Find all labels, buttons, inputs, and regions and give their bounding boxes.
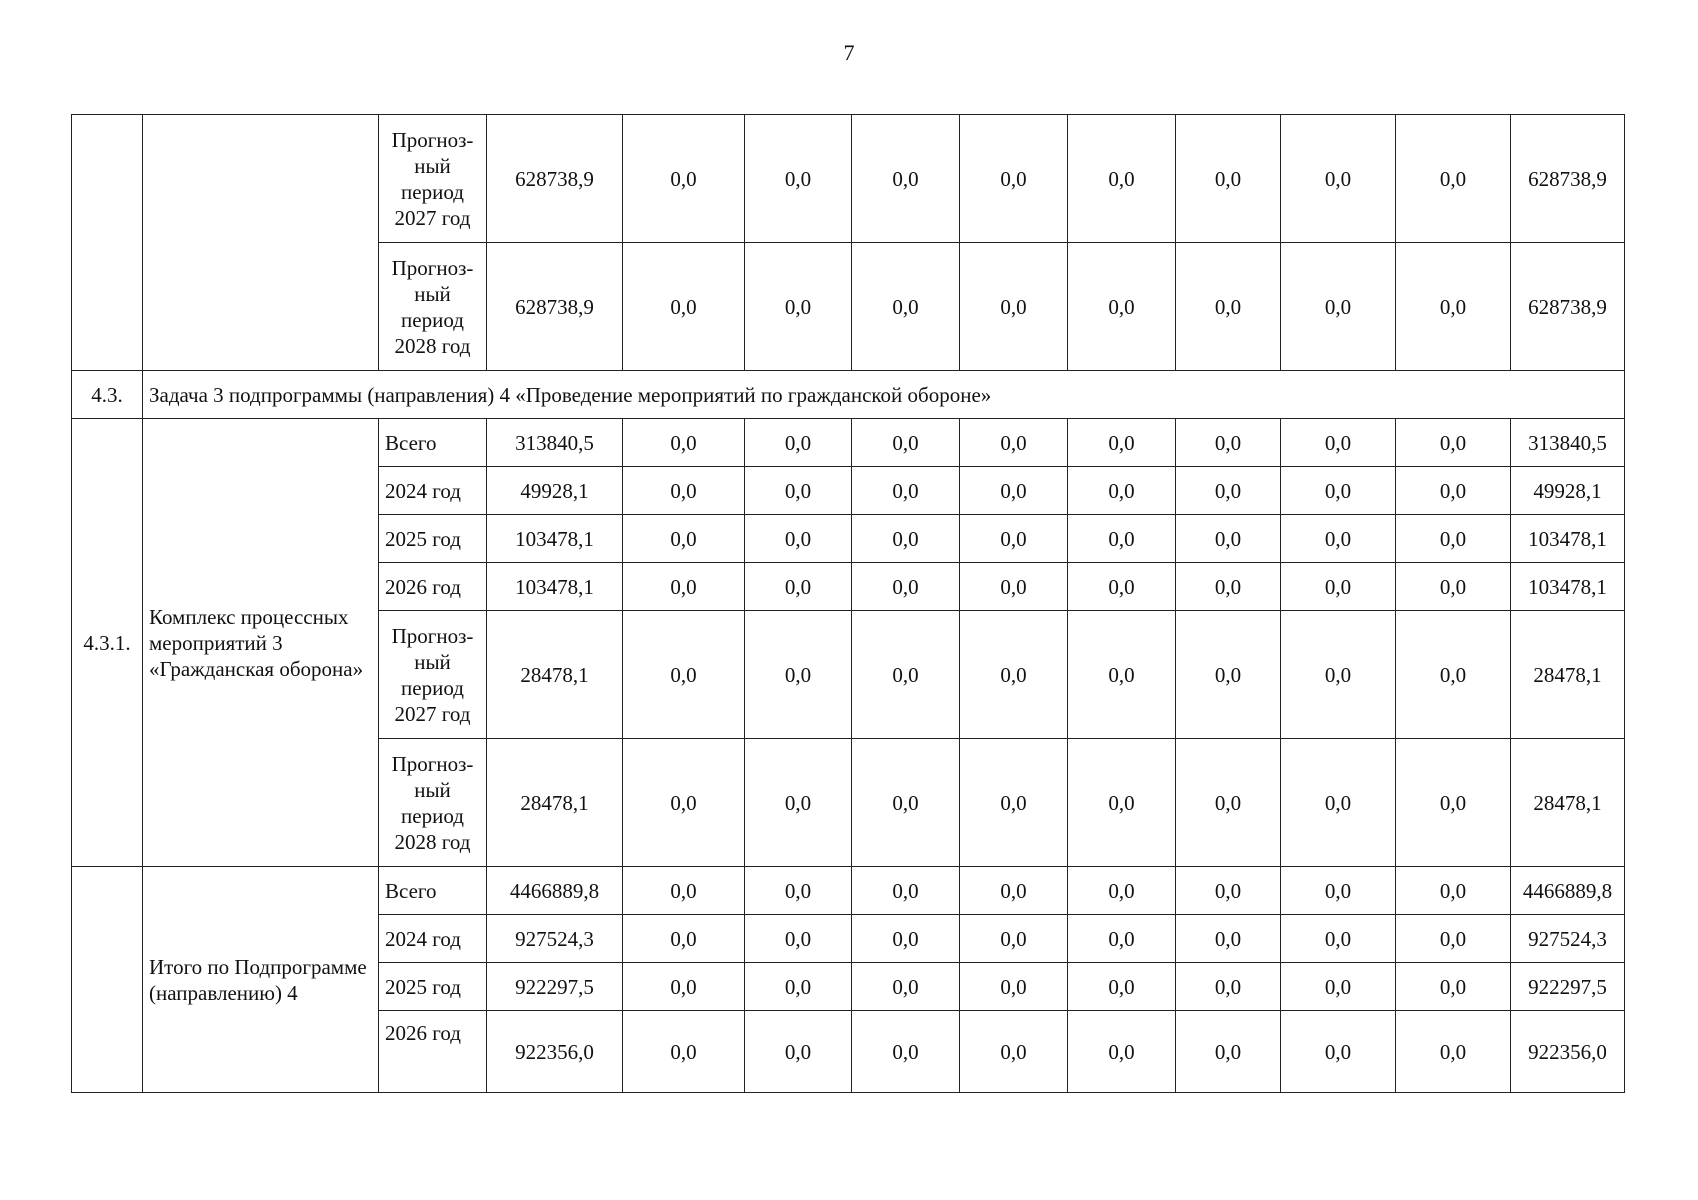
value-cell: 0,0 [852, 915, 960, 963]
value-cell: 0,0 [1068, 419, 1176, 467]
value-cell: 0,0 [1068, 115, 1176, 243]
value-cell: 628738,9 [1511, 115, 1625, 243]
value-cell: 0,0 [852, 867, 960, 915]
value-cell: 0,0 [1281, 515, 1396, 563]
value-cell: 0,0 [1281, 243, 1396, 371]
value-cell: 0,0 [623, 1011, 745, 1093]
value-cell: 0,0 [623, 563, 745, 611]
value-cell: 0,0 [623, 963, 745, 1011]
value-cell: 0,0 [745, 243, 852, 371]
value-cell: 0,0 [1068, 563, 1176, 611]
value-cell: 28478,1 [1511, 739, 1625, 867]
row-name-cell: Итого по Подпрограмме (направлению) 4 [143, 867, 379, 1093]
value-cell: 628738,9 [487, 243, 623, 371]
value-cell: 0,0 [1281, 867, 1396, 915]
value-cell: 0,0 [623, 419, 745, 467]
value-cell: 0,0 [745, 611, 852, 739]
value-cell: 0,0 [960, 243, 1068, 371]
value-cell: 0,0 [1068, 915, 1176, 963]
table-row [72, 419, 1625, 467]
value-cell: 0,0 [1396, 419, 1511, 467]
value-cell: 0,0 [623, 867, 745, 915]
value-cell: 0,0 [623, 739, 745, 867]
value-cell: 0,0 [960, 115, 1068, 243]
value-cell: 0,0 [1068, 963, 1176, 1011]
value-cell: 0,0 [960, 963, 1068, 1011]
value-cell: 0,0 [1068, 1011, 1176, 1093]
value-cell: 0,0 [623, 115, 745, 243]
period-cell: 2024 год [379, 915, 487, 963]
period-cell: 2026 год [379, 563, 487, 611]
value-cell: 0,0 [960, 467, 1068, 515]
value-cell: 0,0 [1396, 915, 1511, 963]
table-row [72, 115, 1625, 243]
value-cell: 0,0 [1281, 419, 1396, 467]
value-cell: 0,0 [1281, 563, 1396, 611]
value-cell: 0,0 [960, 419, 1068, 467]
row-name-cell: Комплекс процессных мероприятий 3 «Гражданская оборона» [143, 419, 379, 867]
value-cell: 0,0 [745, 867, 852, 915]
value-cell: 0,0 [623, 515, 745, 563]
value-cell: 0,0 [852, 515, 960, 563]
value-cell: 0,0 [1396, 1011, 1511, 1093]
value-cell: 0,0 [623, 243, 745, 371]
value-cell: 0,0 [1176, 867, 1281, 915]
value-cell: 922356,0 [1511, 1011, 1625, 1093]
period-cell: 2025 год [379, 963, 487, 1011]
period-cell: Всего [379, 867, 487, 915]
value-cell: 0,0 [1396, 963, 1511, 1011]
value-cell: 0,0 [623, 611, 745, 739]
value-cell: 0,0 [745, 115, 852, 243]
value-cell: 0,0 [745, 739, 852, 867]
value-cell: 0,0 [1068, 611, 1176, 739]
value-cell: 0,0 [1176, 419, 1281, 467]
value-cell: 0,0 [1176, 963, 1281, 1011]
value-cell: 0,0 [1281, 467, 1396, 515]
value-cell: 628738,9 [487, 115, 623, 243]
value-cell: 103478,1 [487, 515, 623, 563]
value-cell: 0,0 [852, 467, 960, 515]
value-cell: 0,0 [1281, 1011, 1396, 1093]
value-cell: 0,0 [1281, 739, 1396, 867]
value-cell: 0,0 [1176, 243, 1281, 371]
value-cell: 0,0 [1281, 963, 1396, 1011]
row-code-cell [72, 867, 143, 1093]
value-cell: 0,0 [1176, 611, 1281, 739]
value-cell: 0,0 [623, 467, 745, 515]
value-cell: 0,0 [1396, 611, 1511, 739]
value-cell: 0,0 [1396, 243, 1511, 371]
value-cell: 49928,1 [487, 467, 623, 515]
value-cell: 0,0 [1068, 739, 1176, 867]
value-cell: 49928,1 [1511, 467, 1625, 515]
period-cell: 2024 год [379, 467, 487, 515]
value-cell: 0,0 [852, 739, 960, 867]
period-cell: 2026 год [379, 1011, 487, 1093]
value-cell: 0,0 [745, 467, 852, 515]
value-cell: 28478,1 [487, 739, 623, 867]
value-cell: 103478,1 [487, 563, 623, 611]
value-cell: 0,0 [745, 1011, 852, 1093]
value-cell: 28478,1 [487, 611, 623, 739]
value-cell: 0,0 [1176, 739, 1281, 867]
value-cell: 0,0 [1068, 467, 1176, 515]
value-cell: 0,0 [852, 563, 960, 611]
value-cell: 0,0 [1176, 115, 1281, 243]
period-cell: 2025 год [379, 515, 487, 563]
row-code-cell: 4.3.1. [72, 419, 143, 867]
value-cell: 0,0 [960, 611, 1068, 739]
row-name-cell [143, 115, 379, 371]
value-cell: 4466889,8 [487, 867, 623, 915]
period-cell: Прогноз-ный период 2028 год [379, 243, 487, 371]
value-cell: 0,0 [1396, 867, 1511, 915]
task-code: 4.3. [72, 371, 143, 419]
value-cell: 922356,0 [487, 1011, 623, 1093]
value-cell: 0,0 [1281, 611, 1396, 739]
value-cell: 0,0 [960, 739, 1068, 867]
value-cell: 0,0 [745, 515, 852, 563]
value-cell: 0,0 [852, 611, 960, 739]
value-cell: 0,0 [960, 515, 1068, 563]
value-cell: 0,0 [1176, 467, 1281, 515]
value-cell: 0,0 [745, 563, 852, 611]
value-cell: 0,0 [960, 915, 1068, 963]
value-cell: 0,0 [1176, 515, 1281, 563]
value-cell: 927524,3 [487, 915, 623, 963]
period-cell: Прогноз-ный период 2027 год [379, 115, 487, 243]
value-cell: 0,0 [852, 115, 960, 243]
row-code-cell [72, 115, 143, 371]
value-cell: 927524,3 [1511, 915, 1625, 963]
value-cell: 0,0 [1396, 563, 1511, 611]
value-cell: 922297,5 [1511, 963, 1625, 1011]
value-cell: 0,0 [1396, 467, 1511, 515]
value-cell: 4466889,8 [1511, 867, 1625, 915]
value-cell: 28478,1 [1511, 611, 1625, 739]
value-cell: 0,0 [623, 915, 745, 963]
value-cell: 0,0 [1281, 915, 1396, 963]
value-cell: 0,0 [1176, 563, 1281, 611]
value-cell: 0,0 [852, 963, 960, 1011]
value-cell: 0,0 [1281, 115, 1396, 243]
budget-table [71, 114, 1625, 1093]
value-cell: 0,0 [1176, 1011, 1281, 1093]
value-cell: 313840,5 [487, 419, 623, 467]
period-cell: Прогноз-ный период 2027 год [379, 611, 487, 739]
value-cell: 313840,5 [1511, 419, 1625, 467]
value-cell: 0,0 [852, 419, 960, 467]
value-cell: 0,0 [1176, 915, 1281, 963]
value-cell: 0,0 [960, 1011, 1068, 1093]
value-cell: 0,0 [745, 963, 852, 1011]
value-cell: 0,0 [745, 915, 852, 963]
value-cell: 0,0 [1396, 739, 1511, 867]
value-cell: 0,0 [960, 563, 1068, 611]
value-cell: 0,0 [852, 1011, 960, 1093]
value-cell: 0,0 [745, 419, 852, 467]
value-cell: 103478,1 [1511, 515, 1625, 563]
period-cell: Всего [379, 419, 487, 467]
value-cell: 0,0 [1068, 867, 1176, 915]
value-cell: 0,0 [1068, 515, 1176, 563]
value-cell: 628738,9 [1511, 243, 1625, 371]
value-cell: 0,0 [1068, 243, 1176, 371]
task-row [72, 371, 1625, 419]
value-cell: 0,0 [852, 243, 960, 371]
value-cell: 103478,1 [1511, 563, 1625, 611]
task-title: Задача 3 подпрограммы (направления) 4 «Проведение мероприятий по гражданской обороне» [143, 371, 1625, 419]
value-cell: 0,0 [960, 867, 1068, 915]
value-cell: 0,0 [1396, 515, 1511, 563]
table-row [72, 867, 1625, 915]
value-cell: 0,0 [1396, 115, 1511, 243]
value-cell: 922297,5 [487, 963, 623, 1011]
page-number: 7 [843, 40, 855, 65]
period-cell: Прогноз-ный период 2028 год [379, 739, 487, 867]
